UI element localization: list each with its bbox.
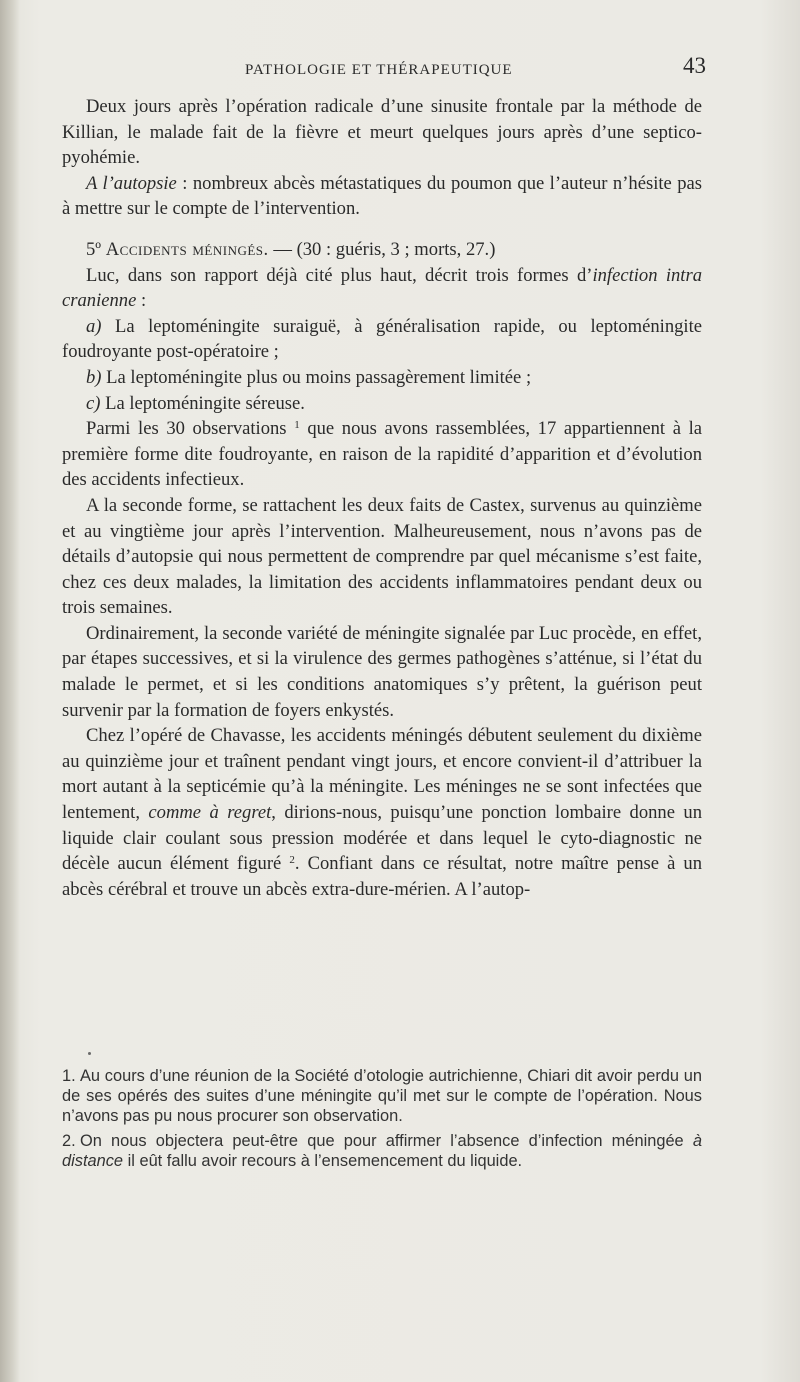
footnote-text: On nous objectera peut-être que pour affirmer l’absence d’infection méningée [80,1132,693,1151]
paragraph [62,263,702,314]
footnotes [62,1067,702,1178]
list-item [62,391,702,417]
paragraph-text: Chez l’opéré de Chavasse, les accidents méningés débutent seulement du dixième au quinzième jour et traînent pendant vingt jours, et encore convient-il d’attribuer la mort autant à la septicémie qu’à la méningite. Les méninges ne se sont infectées que lentement, [62,725,702,824]
list-item [62,314,702,365]
paragraph [62,723,702,902]
list-item-text: La leptoméningite suraiguë, à généralisation rapide, ou leptoméningite foudroyante post-opératoire ; [62,315,702,363]
footnote-number: 1. [62,1067,76,1085]
paragraph-text: , dirions-nous, puisqu’une ponction lombaire donne un liquide clair coulant sous pression modérée et dans lequel le cyto-diagnostic ne décèle aucun élément figuré [62,802,702,875]
page-binding-edge [0,0,20,1382]
paragraph [62,621,702,723]
footnote-marker: 2 [289,854,295,867]
footnote-number: 2. [62,1132,76,1151]
footnote-text: Au cours d’une réunion de la Société d’otologie autrichienne, Chiari dit avoir perdu un de ses opérés des suites d’une méningite qu’il met sur le compte de l’opération. Nous n’avons pas pu nous procurer son observation. [62,1067,702,1125]
print-speck [88,1052,91,1055]
paragraph-text: Parmi les 30 observations [86,418,287,440]
paragraph-text: A la seconde forme, se rattachent les deux faits de Castex, survenus au quinzième et au vingtième jour après l’intervention. Malheureusement, nous n’avons pas de détails d’autopsie qui nous permettent de comprendre par quel mécanisme s’est faite, chez ces deux malades, la limitation des accidents inflammatoires pendant deux ou trois semaines. [62,494,702,619]
paragraph [62,416,702,493]
paragraph [62,94,702,171]
paragraph [62,171,702,222]
page-number: 43 [683,53,706,78]
paragraph-text: : nombreux abcès métastatiques du poumon que l’auteur n’hésite pas à mettre sur le compte de l’intervention. [62,172,702,220]
footnote [62,1067,702,1126]
list-item [62,365,702,391]
running-title: PATHOLOGIE ET THÉRAPEUTIQUE [245,62,513,78]
list-item-text: La leptoméningite séreuse. [100,392,305,414]
footnote [62,1132,702,1172]
paragraph-text: Ordinairement, la seconde variété de méningite signalée par Luc procède, en effet, par étapes successives, et si la virulence des germes pathogènes s’atténue, si l’état du malade le permet, et si les conditions anatomiques s’y prêtent, la guérison peut survenir par la formation de foyers enkystés. [62,622,702,721]
footnote-marker: 1 [294,419,300,432]
list-marker: b) [86,366,102,388]
paragraph [62,493,702,621]
paragraph-text: Deux jours après l’opération radicale d’une sinusite frontale par la méthode de Killian, le malade fait de la fièvre et meurt quelques jours après d’une septico-pyohémie. [62,96,702,169]
section-number: 5º [86,238,106,260]
paragraph-text: . Confiant dans ce résultat, notre maître pense à un abcès cérébral et trouve un abcès extra-dure-mérien. A l’autop- [62,853,702,900]
list-item-text: La leptoméningite plus ou moins passagèrement limitée ; [101,366,532,388]
paragraph-text: : [136,290,147,312]
paragraph-text: Luc, dans son rapport déjà cité plus haut, décrit trois formes d’ [86,264,593,286]
section-heading [62,237,702,263]
italic-phrase: comme à regret [148,802,272,824]
paragraph-text: que nous avons rassemblées, 17 appartiennent à la première forme dite foudroyante, en raison de la rapidité d’apparition et d’évolution des accidents infectieux. [62,418,703,491]
list-marker: c) [86,392,101,414]
main-text [62,94,702,902]
italic-phrase: à distance [62,1132,702,1171]
italic-phrase: A l’autopsie [86,172,177,194]
section-counts: — (30 : guéris, 3 ; morts, 27.) [268,238,496,260]
footnote-text: il eût fallu avoir recours à l’ensemencement du liquide. [123,1152,523,1171]
italic-phrase: infection intra cranienne [62,264,702,312]
section-title: Accidents méningés. [105,238,269,260]
page-header [0,48,800,88]
list-marker: a) [86,315,102,337]
